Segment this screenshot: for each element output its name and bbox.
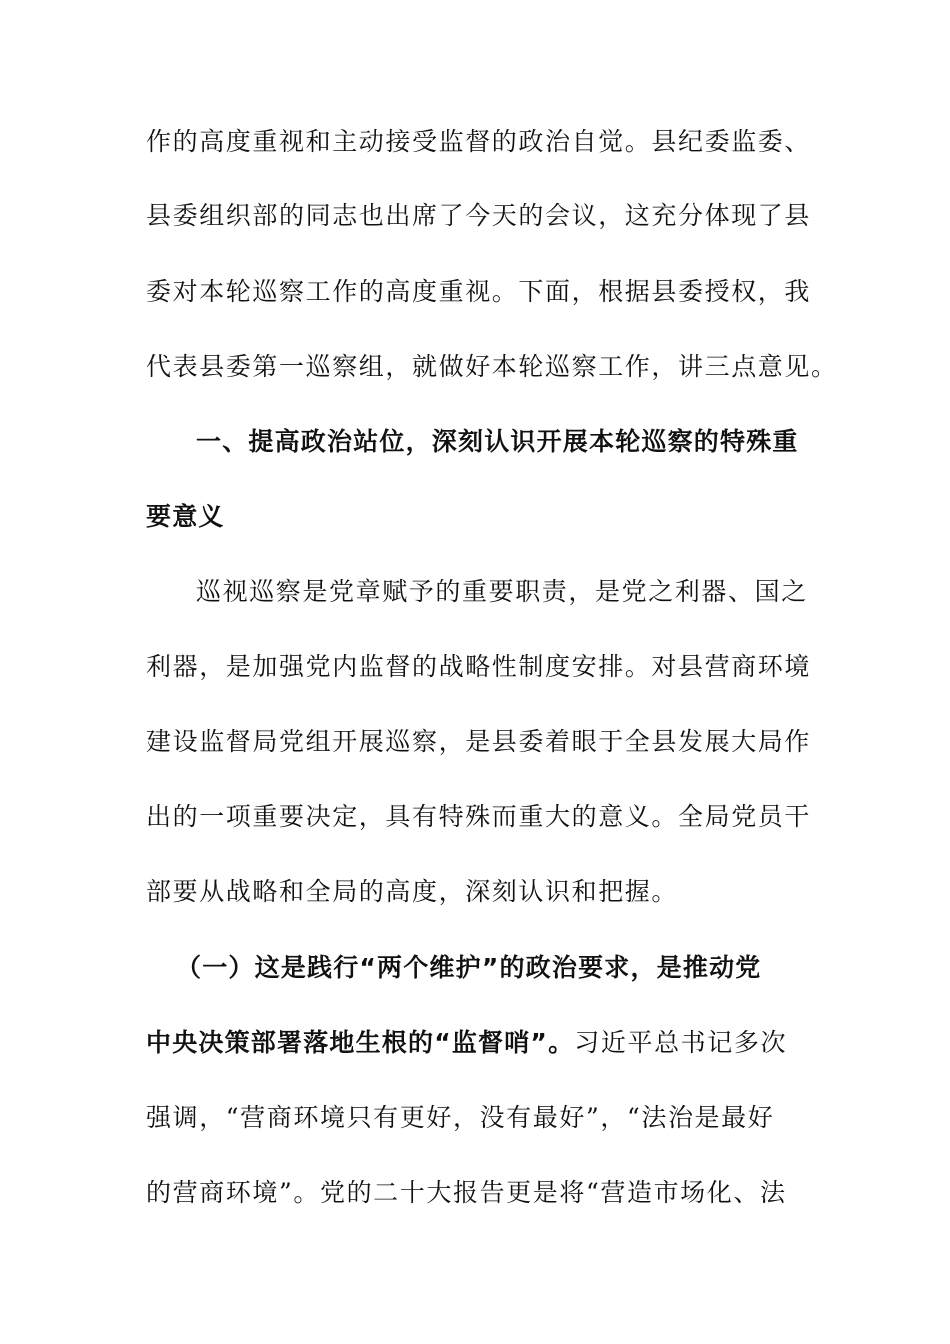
paragraph-line: 代表县委第一巡察组，就做好本轮巡察工作，讲三点意见。 <box>146 352 838 381</box>
paragraph-line: 县委组织部的同志也出席了今天的会议，这充分体现了县 <box>146 201 812 230</box>
paragraph-line: 作的高度重视和主动接受监督的政治自觉。县纪委监委、 <box>146 127 812 156</box>
subheading-rest-text: 习近平总书记多次 <box>574 1028 788 1057</box>
paragraph-line: 的营商环境”。党的二十大报告更是将“营造市场化、法 <box>146 1178 787 1207</box>
subheading-bold-text: 中央决策部署落地生根的“监督哨”。 <box>146 1028 575 1057</box>
section-heading-line: 要意义 <box>146 502 225 531</box>
subheading-mixed-line <box>146 1023 806 1063</box>
paragraph-line: 建设监督局党组开展巡察，是县委着眼于全县发展大局作 <box>146 727 812 756</box>
paragraph-line: 强调，“营商环境只有更好，没有最好”，“法治是最好 <box>146 1103 775 1132</box>
paragraph-line: 出的一项重要决定，具有特殊而重大的意义。全局党员干 <box>146 802 812 831</box>
paragraph-line: 巡视巡察是党章赋予的重要职责，是党之利器、国之 <box>196 577 808 606</box>
paragraph-line: 利器，是加强党内监督的战略性制度安排。对县营商环境 <box>146 652 812 681</box>
paragraph-line: 委对本轮巡察工作的高度重视。下面，根据县委授权，我 <box>146 277 812 306</box>
section-heading-line: 一、提高政治站位，深刻认识开展本轮巡察的特殊重 <box>196 427 799 456</box>
subheading-line: （一）这是践行“两个维护”的政治要求，是推动党 <box>176 953 762 982</box>
paragraph-line: 部要从战略和全局的高度，深刻认识和把握。 <box>146 877 679 906</box>
